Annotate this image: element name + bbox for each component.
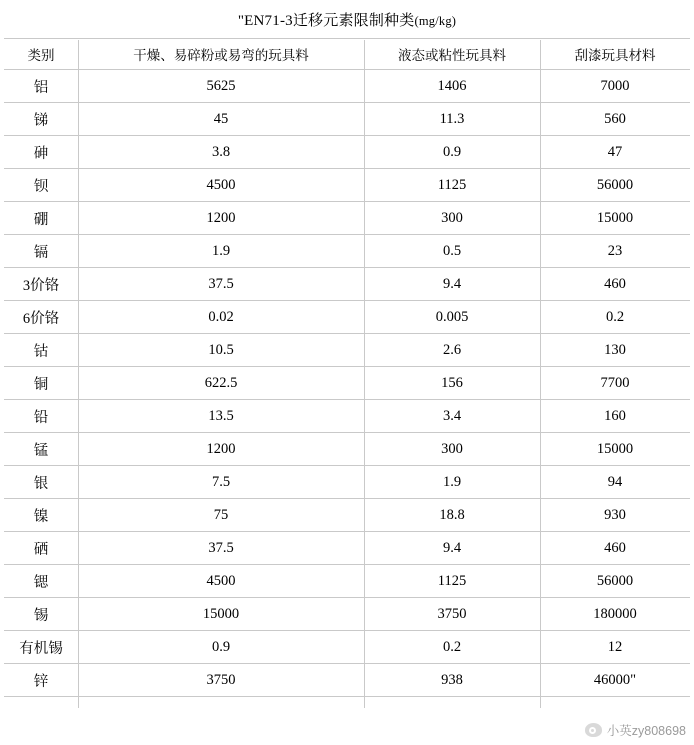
- cell-scraped: 47: [540, 136, 690, 169]
- cell-category: 有机锡: [4, 631, 78, 664]
- cell-category: 钡: [4, 169, 78, 202]
- cell-scraped: 15000: [540, 202, 690, 235]
- cell-dry: 7.5: [78, 466, 364, 499]
- column-header-dry: 干燥、易碎粉或易弯的玩具料: [78, 39, 364, 70]
- table-row: [4, 334, 690, 367]
- cell-scraped: 160: [540, 400, 690, 433]
- cell-dry: 45: [78, 103, 364, 136]
- cell-dry: 1.9: [78, 235, 364, 268]
- cell-category: 镉: [4, 235, 78, 268]
- cell-liquid: 156: [364, 367, 540, 400]
- table-row: [4, 301, 690, 334]
- table-row: [4, 169, 690, 202]
- cell-dry: 4500: [78, 565, 364, 598]
- cell-liquid: 1406: [364, 70, 540, 103]
- cell-scraped: 7700: [540, 367, 690, 400]
- cell-scraped: 0.2: [540, 301, 690, 334]
- table-row: [4, 565, 690, 598]
- cell-liquid: 0.2: [364, 631, 540, 664]
- table-row: [4, 631, 690, 664]
- cell-dry: 13.5: [78, 400, 364, 433]
- cell-scraped: 56000: [540, 169, 690, 202]
- cell-category: 砷: [4, 136, 78, 169]
- cell-liquid: 0.5: [364, 235, 540, 268]
- cell-dry: 0.9: [78, 631, 364, 664]
- cell-liquid: 300: [364, 202, 540, 235]
- table-row: [4, 499, 690, 532]
- cell-category: 铅: [4, 400, 78, 433]
- cell-liquid: 2.6: [364, 334, 540, 367]
- watermark: [585, 721, 686, 739]
- cell-liquid: 9.4: [364, 268, 540, 301]
- table-row: [4, 202, 690, 235]
- table-row: [4, 235, 690, 268]
- table-row: [4, 367, 690, 400]
- cell-scraped: 7000: [540, 70, 690, 103]
- cell-category: 银: [4, 466, 78, 499]
- cell-dry: 1200: [78, 202, 364, 235]
- cell-liquid: 0.9: [364, 136, 540, 169]
- cell-scraped: 460: [540, 268, 690, 301]
- cell-category: 锌: [4, 664, 78, 697]
- cell-dry: 10.5: [78, 334, 364, 367]
- title-unit: (mg/kg): [414, 14, 457, 28]
- cell-scraped: 460: [540, 532, 690, 565]
- table-row: [4, 70, 690, 103]
- cell-category: 锶: [4, 565, 78, 598]
- table-row: [4, 400, 690, 433]
- cell-dry: 37.5: [78, 268, 364, 301]
- table-row: [4, 532, 690, 565]
- cell-liquid: 938: [364, 664, 540, 697]
- cell-scraped: 12: [540, 631, 690, 664]
- cell-scraped: 180000: [540, 598, 690, 631]
- cell-liquid: 0.005: [364, 301, 540, 334]
- cell-category: 铜: [4, 367, 78, 400]
- watermark-text: 小英zy808698: [606, 724, 686, 738]
- cell-category: 6价铬: [4, 301, 78, 334]
- cell-category: 锡: [4, 598, 78, 631]
- cell-dry: 37.5: [78, 532, 364, 565]
- cell-scraped: 23: [540, 235, 690, 268]
- cell-liquid: 1125: [364, 565, 540, 598]
- table-row: [4, 433, 690, 466]
- cell-dry: 1200: [78, 433, 364, 466]
- cell-scraped: 56000: [540, 565, 690, 598]
- column-header-liquid: 液态或粘性玩具料: [364, 39, 540, 70]
- cell-scraped: 130: [540, 334, 690, 367]
- cell-category: 3价铬: [4, 268, 78, 301]
- cell-liquid: 1125: [364, 169, 540, 202]
- limits-table: [4, 38, 690, 697]
- cell-category: 镍: [4, 499, 78, 532]
- cell-scraped: 930: [540, 499, 690, 532]
- cell-category: 铝: [4, 70, 78, 103]
- table-row: [4, 136, 690, 169]
- cell-scraped: 46000": [540, 664, 690, 697]
- cell-dry: 3.8: [78, 136, 364, 169]
- table-row: [4, 103, 690, 136]
- cell-liquid: 18.8: [364, 499, 540, 532]
- cell-liquid: 300: [364, 433, 540, 466]
- cell-category: 锰: [4, 433, 78, 466]
- cell-dry: 5625: [78, 70, 364, 103]
- table-row: [4, 268, 690, 301]
- column-header-category: 类别: [4, 39, 78, 70]
- column-header-scraped: 刮漆玩具材料: [540, 39, 690, 70]
- cell-dry: 15000: [78, 598, 364, 631]
- cell-liquid: 9.4: [364, 532, 540, 565]
- cell-dry: 4500: [78, 169, 364, 202]
- cell-liquid: 3750: [364, 598, 540, 631]
- cell-dry: 622.5: [78, 367, 364, 400]
- table-row: [4, 664, 690, 697]
- table-row: [4, 598, 690, 631]
- cell-category: 锑: [4, 103, 78, 136]
- cell-category: 硒: [4, 532, 78, 565]
- cell-dry: 75: [78, 499, 364, 532]
- cell-scraped: 560: [540, 103, 690, 136]
- cell-liquid: 3.4: [364, 400, 540, 433]
- cell-scraped: 94: [540, 466, 690, 499]
- table-row: [4, 466, 690, 499]
- cell-liquid: 1.9: [364, 466, 540, 499]
- cell-scraped: 15000: [540, 433, 690, 466]
- page-title: [0, 0, 694, 38]
- cell-liquid: 11.3: [364, 103, 540, 136]
- cell-dry: 3750: [78, 664, 364, 697]
- cell-category: 硼: [4, 202, 78, 235]
- cell-category: 钴: [4, 334, 78, 367]
- table-header-row: [4, 39, 690, 70]
- title-text: "EN71-3迁移元素限制种类: [237, 13, 415, 29]
- cell-dry: 0.02: [78, 301, 364, 334]
- weibo-icon: [585, 723, 602, 737]
